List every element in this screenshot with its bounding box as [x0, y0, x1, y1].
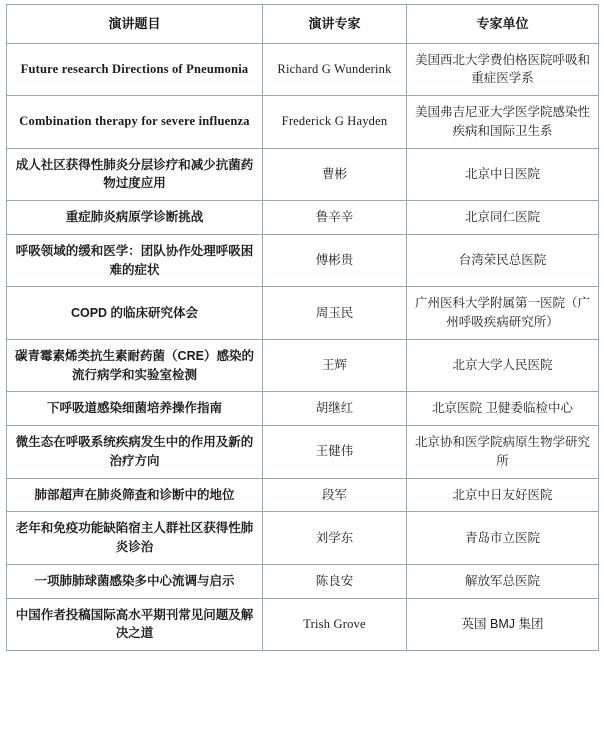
- cell-speaker-organization: 北京同仁医院: [407, 201, 599, 235]
- cell-lecture-title: 成人社区获得性肺炎分层诊疗和减少抗菌药物过度应用: [7, 148, 263, 201]
- table-row: [7, 426, 599, 479]
- cell-speaker-organization: 美国弗吉尼亚大学医学院感染性疾病和国际卫生系: [407, 96, 599, 149]
- table-row: [7, 598, 599, 651]
- cell-speaker-name: 刘学东: [263, 512, 407, 565]
- table-header-row: [7, 5, 599, 44]
- cell-speaker-organization: 北京中日友好医院: [407, 478, 599, 512]
- cell-lecture-title: 重症肺炎病原学诊断挑战: [7, 201, 263, 235]
- column-header-organization: 专家单位: [407, 5, 599, 44]
- cell-lecture-title: 微生态在呼吸系统疾病发生中的作用及新的治疗方向: [7, 426, 263, 479]
- cell-speaker-name: 陈良安: [263, 564, 407, 598]
- table-row: [7, 392, 599, 426]
- cell-speaker-organization: 北京大学人民医院: [407, 339, 599, 392]
- cell-speaker-organization: 北京协和医学院病原生物学研究所: [407, 426, 599, 479]
- cell-speaker-name: Trish Grove: [263, 598, 407, 651]
- cell-speaker-organization: 北京医院 卫健委临检中心: [407, 392, 599, 426]
- cell-lecture-title: 呼吸领域的缓和医学：团队协作处理呼吸困难的症状: [7, 234, 263, 287]
- table-row: [7, 564, 599, 598]
- cell-lecture-title: 碳青霉素烯类抗生素耐药菌（CRE）感染的流行病学和实验室检测: [7, 339, 263, 392]
- table-row: [7, 339, 599, 392]
- cell-lecture-title: 下呼吸道感染细菌培养操作指南: [7, 392, 263, 426]
- cell-speaker-organization: 青岛市立医院: [407, 512, 599, 565]
- cell-lecture-title: 中国作者投稿国际高水平期刊常见问题及解决之道: [7, 598, 263, 651]
- cell-speaker-organization: 台湾荣民总医院: [407, 234, 599, 287]
- cell-lecture-title: Combination therapy for severe influenza: [7, 96, 263, 149]
- cell-lecture-title: 老年和免疫功能缺陷宿主人群社区获得性肺炎诊治: [7, 512, 263, 565]
- cell-lecture-title: Future research Directions of Pneumonia: [7, 43, 263, 96]
- cell-speaker-name: Frederick G Hayden: [263, 96, 407, 149]
- cell-speaker-organization: 北京中日医院: [407, 148, 599, 201]
- cell-speaker-name: 胡继红: [263, 392, 407, 426]
- cell-speaker-name: 傅彬贵: [263, 234, 407, 287]
- cell-lecture-title: COPD 的临床研究体会: [7, 287, 263, 340]
- table-body: [7, 43, 599, 651]
- cell-speaker-name: 周玉民: [263, 287, 407, 340]
- lecture-schedule-table: [6, 4, 599, 651]
- cell-speaker-name: 鲁辛辛: [263, 201, 407, 235]
- table-row: [7, 234, 599, 287]
- table-row: [7, 96, 599, 149]
- table-row: [7, 43, 599, 96]
- cell-speaker-organization: 广州医科大学附属第一医院（广州呼吸疾病研究所）: [407, 287, 599, 340]
- cell-speaker-name: 王健伟: [263, 426, 407, 479]
- table-row: [7, 287, 599, 340]
- column-header-speaker: 演讲专家: [263, 5, 407, 44]
- table-row: [7, 512, 599, 565]
- table-row: [7, 148, 599, 201]
- cell-lecture-title: 一项肺肺球菌感染多中心流调与启示: [7, 564, 263, 598]
- table-row: [7, 201, 599, 235]
- column-header-title: 演讲题目: [7, 5, 263, 44]
- table-header: [7, 5, 599, 44]
- cell-speaker-name: 王辉: [263, 339, 407, 392]
- cell-speaker-organization: 英国 BMJ 集团: [407, 598, 599, 651]
- table-row: [7, 478, 599, 512]
- cell-speaker-name: 段军: [263, 478, 407, 512]
- cell-speaker-name: Richard G Wunderink: [263, 43, 407, 96]
- cell-speaker-name: 曹彬: [263, 148, 407, 201]
- cell-speaker-organization: 美国西北大学费伯格医院呼吸和重症医学系: [407, 43, 599, 96]
- cell-speaker-organization: 解放军总医院: [407, 564, 599, 598]
- cell-lecture-title: 肺部超声在肺炎筛查和诊断中的地位: [7, 478, 263, 512]
